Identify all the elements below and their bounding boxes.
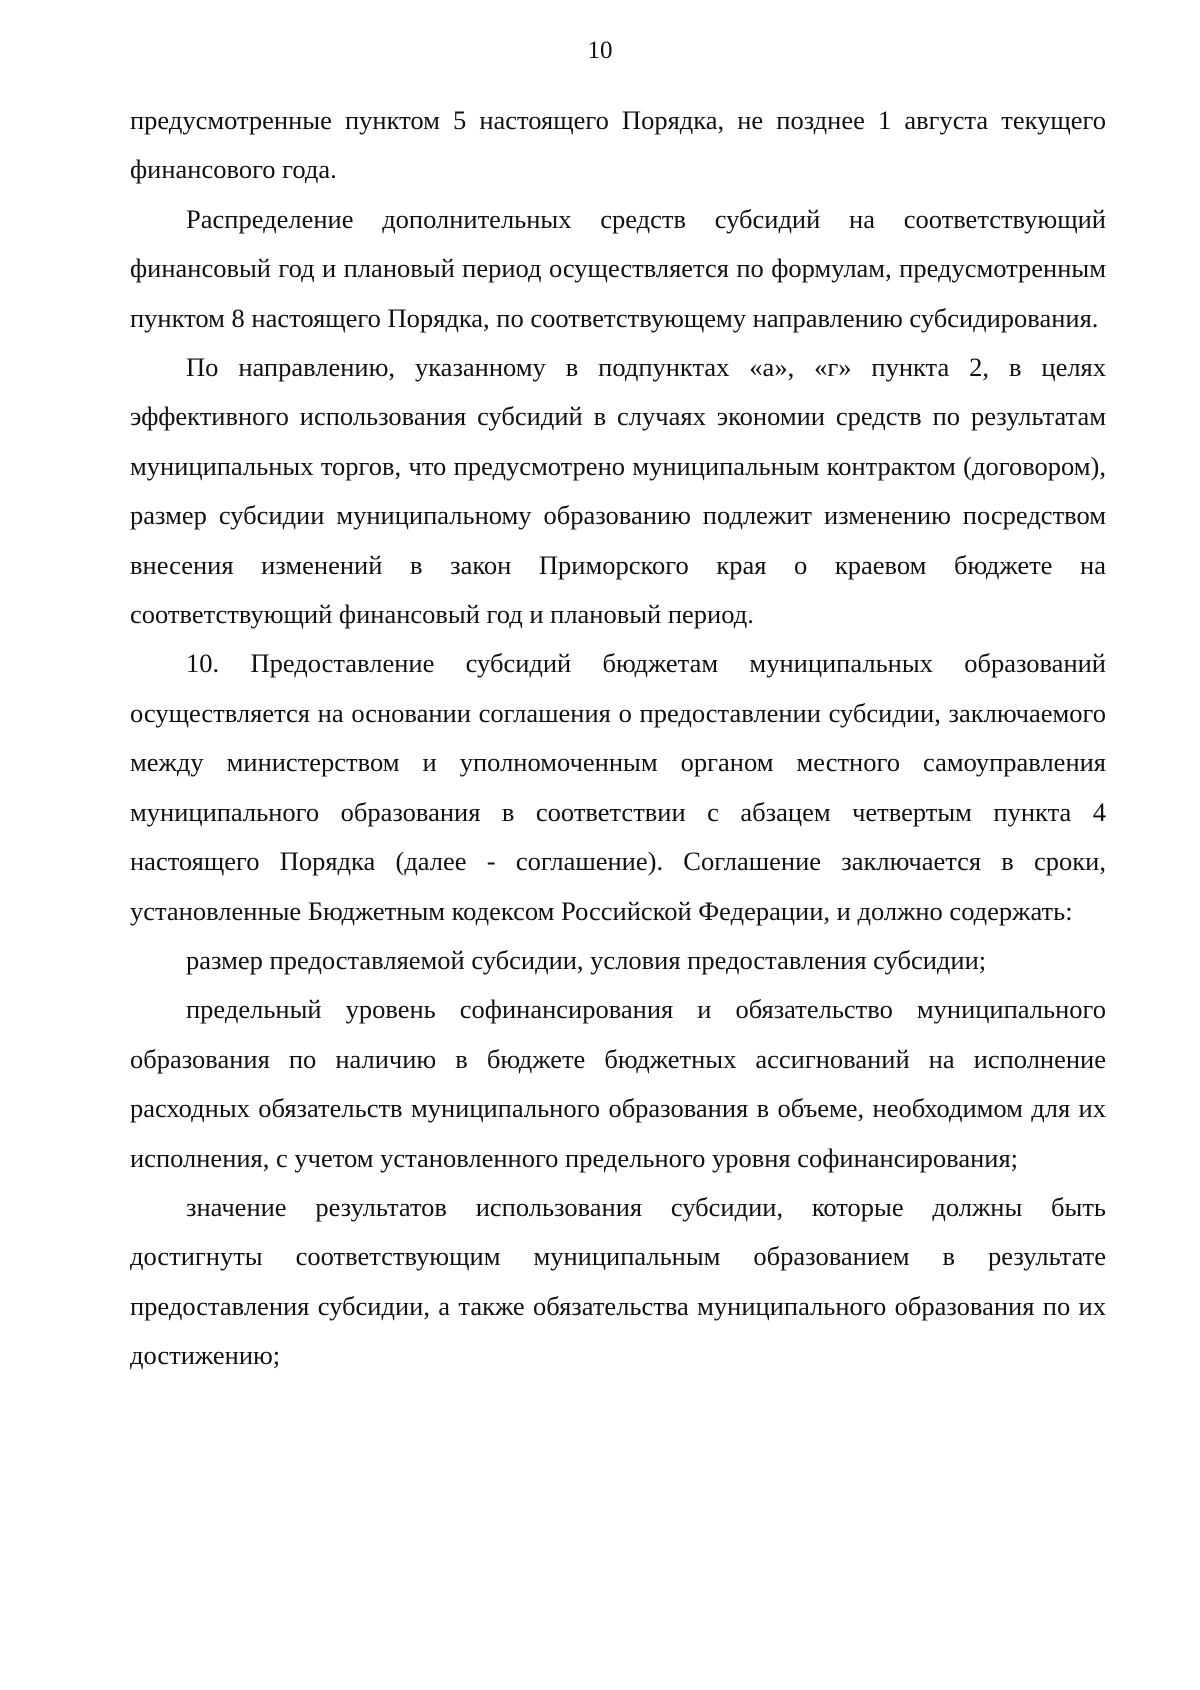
paragraph-direction-savings: По направлению, указанному в подпунктах «а», «г» пункта 2, в целях эффективного использования субсидий в случаях экономии средств по результатам муниципальных торгов, что предусмотрено муниципальным контрактом (договором), размер субсидии муниципальному образованию подлежит изменению посредством внесения изменений в закон Приморского края о краевом бюджете на соответствующий финансовый год и плановый период. [130,352,1106,630]
paragraph-distribution: Распределение дополнительных средств субсидий на соответствующий финансовый год и плановый период осуществляется по формулам, предусмотренным пунктом 8 настоящего Порядка, по соответствующему направлению субсидирования. [130,203,1106,333]
paragraph-subsidy-size: размер предоставляемой субсидии, условия предоставления субсидии; [186,944,987,975]
paragraph-continuation: предусмотренные пунктом 5 настоящего Порядка, не позднее 1 августа текущего финансового года. [130,105,1106,185]
document-body [130,96,1106,1381]
paragraph-cofinancing-level: предельный уровень софинансирования и обязательство муниципального образования по наличию в бюджете бюджетных ассигнований на исполнение расходных обязательств муниципального образования в объеме, необходимом для их исполнения, с учетом установленного предельного уровня софинансирования; [130,994,1106,1173]
paragraph-item-10: 10. Предоставление субсидий бюджетам муниципальных образований осуществляется на основании соглашения о предоставлении субсидии, заключаемого между министерством и уполномоченным органом местного самоуправления муниципального образования в соответствии с абзацем четвертым пункта 4 настоящего Порядка (далее - соглашение). Соглашение заключается в сроки, установленные Бюджетным кодексом Российской Федерации, и должно содержать: [130,648,1106,926]
page-number: 10 [587,37,613,64]
paragraph-results: значение результатов использования субсидии, которые должны быть достигнуты соответствующим муниципальным образованием в результате предоставления субсидии, а также обязательства муниципального образования по их достижению; [130,1191,1106,1371]
